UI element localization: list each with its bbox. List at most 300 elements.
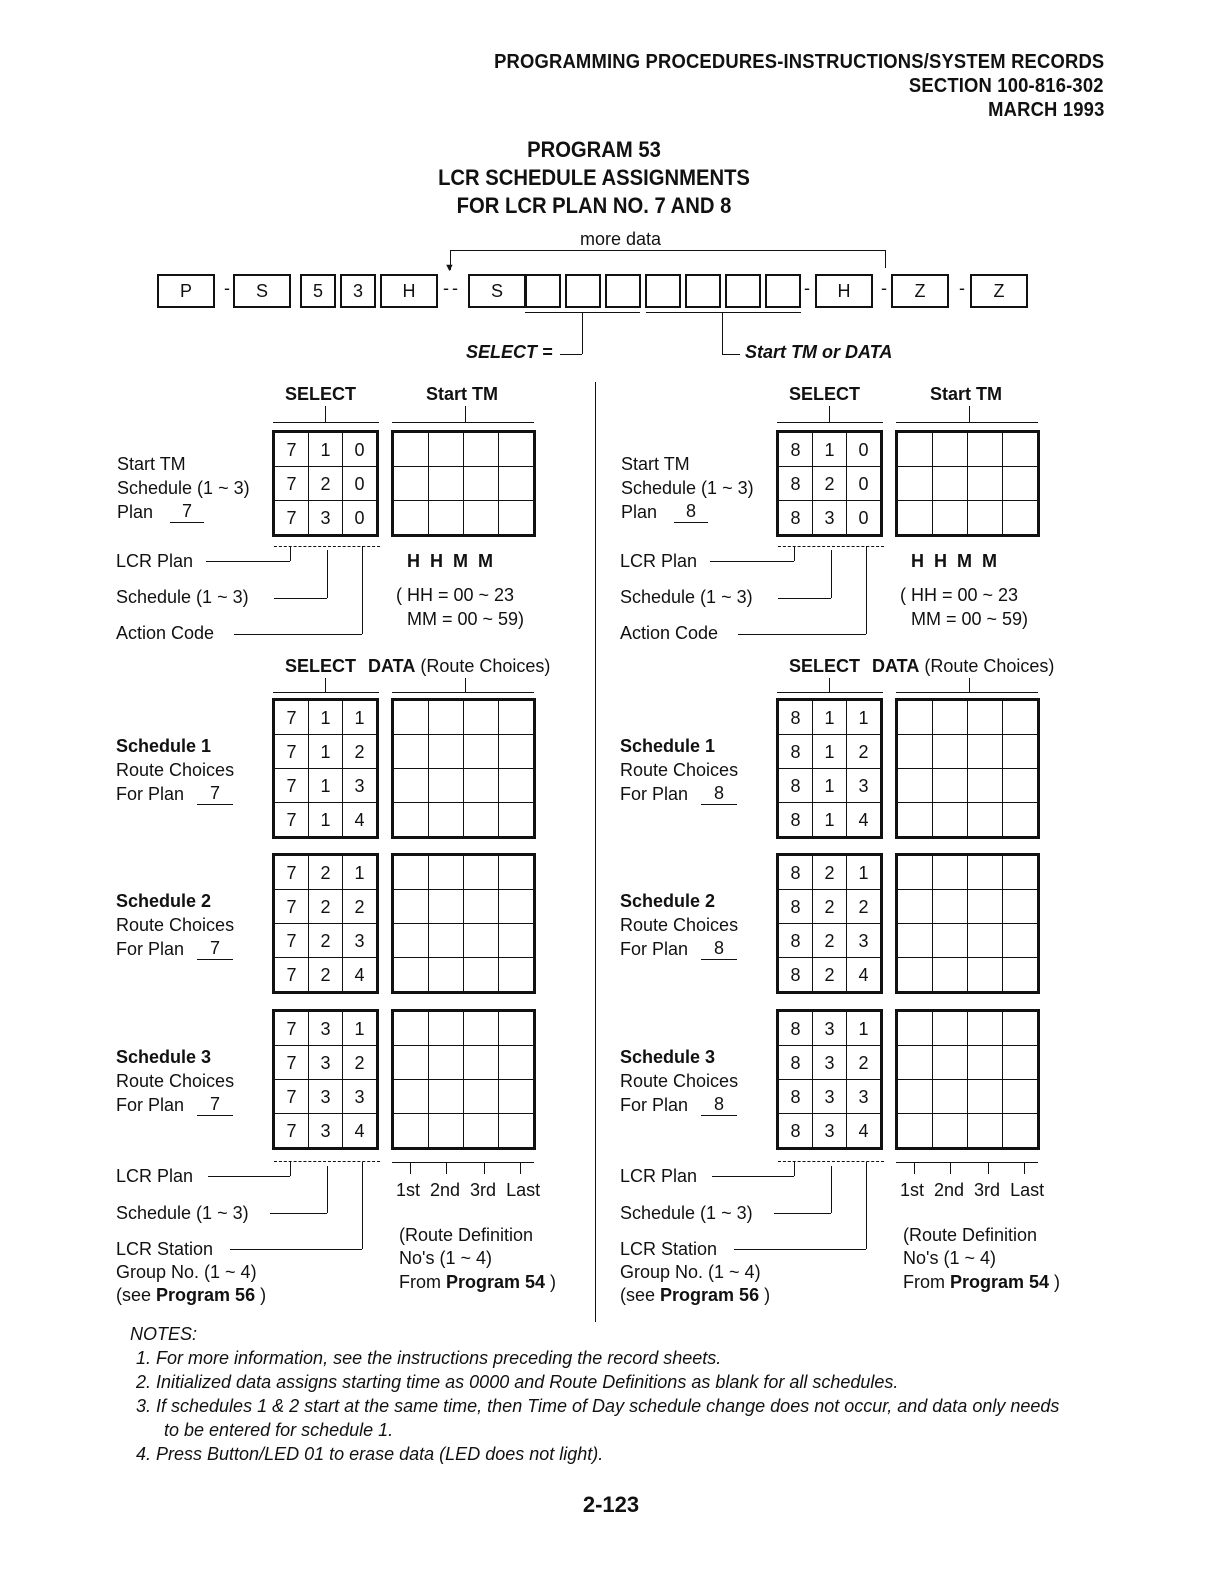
schedule-data-grid-wrap [895,698,1040,839]
order-tick [914,1162,915,1174]
entry-cell[interactable] [393,1080,429,1114]
entry-cell[interactable] [429,700,464,735]
mm-range: MM = 00 ~ 59) [911,609,1029,629]
entry-cell[interactable] [933,924,968,958]
legend2-lcr-station: LCR Station [116,1239,214,1259]
see-program: Program 56 [156,1285,256,1305]
title-line-2: LCR SCHEDULE ASSIGNMENTS [438,165,750,190]
entry-cell[interactable] [429,1011,464,1046]
entry-cell[interactable] [897,803,933,838]
see-suffix: ) [255,1285,267,1305]
from-prefix: From [399,1272,446,1292]
entry-cell[interactable] [933,855,968,890]
hhmm-label: H H M M [407,551,493,571]
entry-cell[interactable] [933,890,968,924]
code-digit: 1 [847,855,882,890]
entry-cell[interactable] [429,855,464,890]
data-select-tick [829,678,830,692]
entry-cell[interactable] [393,769,429,803]
entry-cell[interactable] [429,803,464,838]
entry-grid [895,430,1040,537]
leader-line [230,1249,362,1250]
legend2-lcr-station: LCR Station [620,1239,718,1259]
entry-cell[interactable] [1003,890,1039,924]
code-digit: 1 [813,735,847,769]
title-line-3: FOR LCR PLAN NO. 7 AND 8 [456,193,732,218]
legend2-schedule: Schedule (1 ~ 3) [116,1203,249,1223]
schedule-select-grid-wrap [272,1009,379,1150]
entry-cell[interactable] [393,958,429,993]
leader-line [712,1176,794,1177]
start-select-grid-wrap [272,430,379,537]
entry-grid [895,698,1040,839]
code-digit: 3 [813,1046,847,1080]
leader-line [208,1176,290,1177]
select-header-tick [829,406,830,422]
data-select-tick [325,678,326,692]
start-tm-header: Start TM [426,384,498,404]
entry-cell[interactable] [393,432,429,467]
code-digit: 4 [343,1114,378,1149]
entry-cell[interactable] [933,1011,968,1046]
code-digit: 3 [813,1080,847,1114]
key-separator: - [959,278,965,298]
note-4: 4. Press Button/LED 01 to erase data (LED does not light). [136,1444,604,1464]
entry-cell[interactable] [897,432,933,467]
schedule-name: Schedule 1 [620,736,716,756]
leader-line [831,1166,832,1213]
entry-cell[interactable] [968,1046,1003,1080]
key-separator: - [881,278,887,298]
schedule-name: Schedule 3 [116,1047,212,1067]
route-choices-label: Route Choices [116,915,235,935]
code-digit: 3 [343,924,378,958]
schedule-select-grid-wrap [776,1009,883,1150]
code-digit: 0 [343,432,378,467]
entry-cell[interactable] [464,803,499,838]
schedule-name: Schedule 2 [116,891,212,911]
entry-cell[interactable] [393,924,429,958]
entry-cell[interactable] [968,735,1003,769]
hh-range: ( HH = 00 ~ 23 [900,585,1019,605]
for-plan-number: 7 [197,783,233,805]
code-digit: 7 [274,700,309,735]
entry-cell[interactable] [393,1046,429,1080]
key-box: P [157,274,215,308]
code-digit: 2 [309,467,343,501]
data-select-header: SELECT [789,656,861,676]
code-digit: 1 [309,700,343,735]
entry-cell[interactable] [429,735,464,769]
code-digit: 4 [343,803,378,838]
schedule-select-grid-wrap [272,698,379,839]
plan-label: Plan [117,502,154,522]
entry-cell[interactable] [933,501,968,536]
entry-cell[interactable] [464,924,499,958]
leader-line [831,550,832,598]
entry-cell[interactable] [393,735,429,769]
schedule-name: Schedule 1 [116,736,212,756]
data-header: DATA [368,656,416,676]
entry-cell[interactable] [933,467,968,501]
entry-cell[interactable] [933,769,968,803]
code-digit: 7 [274,855,309,890]
code-digit: 8 [778,924,813,958]
entry-cell[interactable] [464,467,499,501]
for-plan-label: For Plan [620,784,689,804]
code-digit: 1 [309,735,343,769]
route-def-2: No's (1 ~ 4) [399,1248,492,1268]
legend2-see [116,1284,266,1307]
code-digit: 8 [778,467,813,501]
data-header: DATA [872,656,920,676]
entry-cell[interactable] [429,467,464,501]
entry-cell[interactable] [968,855,1003,890]
entry-cell[interactable] [897,700,933,735]
from-suffix: ) [1049,1272,1061,1292]
more-data-label: more data [580,229,662,249]
entry-cell[interactable] [897,1080,933,1114]
code-digit: 2 [813,855,847,890]
entry-cell[interactable] [393,700,429,735]
legend-lcr-plan: LCR Plan [620,551,698,571]
code-digit: 3 [813,1114,847,1149]
code-digit: 2 [847,890,882,924]
code-digit: 2 [343,890,378,924]
entry-cell[interactable] [933,432,968,467]
code-digit: 7 [274,501,309,536]
code-digit: 3 [309,1046,343,1080]
code-digit: 1 [813,769,847,803]
code-digit: 1 [813,432,847,467]
entry-cell[interactable] [429,1080,464,1114]
code-digit: 3 [309,501,343,536]
legend-schedule: Schedule (1 ~ 3) [116,587,249,607]
entry-cell[interactable] [393,803,429,838]
entry-cell[interactable] [933,735,968,769]
select-header: SELECT [789,384,861,404]
data-section-header [789,655,1054,678]
legend2-group-no: Group No. (1 ~ 4) [116,1262,257,1282]
code-digit: 4 [847,803,882,838]
code-digit: 7 [274,1114,309,1149]
leader-line [234,634,362,635]
entry-cell[interactable] [429,890,464,924]
entry-cell[interactable] [897,958,933,993]
code-digit: 3 [309,1114,343,1149]
code-digit: 8 [778,1011,813,1046]
entry-cell[interactable] [968,890,1003,924]
entry-cell[interactable] [933,1080,968,1114]
entry-cell[interactable] [393,890,429,924]
entry-cell[interactable] [1003,1011,1039,1046]
select-header-rule [273,422,379,423]
code-digit: 7 [274,432,309,467]
legend2-see [620,1284,770,1307]
code-digit: 7 [274,1046,309,1080]
entry-cell[interactable] [968,924,1003,958]
entry-cell[interactable] [933,1114,968,1149]
code-digit: 3 [343,769,378,803]
entry-cell[interactable] [1003,924,1039,958]
legend2-lcr-plan: LCR Plan [620,1166,698,1186]
entry-cell[interactable] [897,1011,933,1046]
entry-cell[interactable] [429,432,464,467]
key-box: H [380,274,438,308]
code-digit: 4 [847,1114,882,1149]
entry-cell[interactable] [464,890,499,924]
entry-cell[interactable] [1003,467,1039,501]
order-label: 1st 2nd 3rd Last [900,1180,1045,1200]
entry-cell[interactable] [464,735,499,769]
entry-cell[interactable] [393,467,429,501]
entry-cell[interactable] [968,1080,1003,1114]
code-digit: 8 [778,735,813,769]
route-def-1: (Route Definition [903,1225,1038,1245]
entry-cell[interactable] [393,501,429,536]
entry-cell[interactable] [1003,1080,1039,1114]
start-tm-header-rule [896,422,1038,423]
legend-action-code: Action Code [116,623,215,643]
entry-cell[interactable] [464,1011,499,1046]
data-tick [465,678,466,692]
plan-number: 7 [170,501,204,523]
for-plan-number: 7 [197,938,233,960]
select-header: SELECT [285,384,357,404]
route-choices-label: Route Choices [620,915,739,935]
entry-cell[interactable] [968,1011,1003,1046]
code-digit: 3 [309,1011,343,1046]
select-code-grid [776,698,883,839]
see-prefix: (see [116,1285,157,1305]
header-line-2: SECTION 100-816-302 [909,75,1104,97]
hh-range: ( HH = 00 ~ 23 [396,585,515,605]
entry-cell[interactable] [429,501,464,536]
key-box: Z [970,274,1028,308]
entry-cell[interactable] [464,1046,499,1080]
data-tick [969,678,970,692]
schedule-select-grid-wrap [776,853,883,994]
leader-line [778,546,884,547]
leader-line [866,546,867,634]
select-code-grid [776,1009,883,1150]
schedule-select-grid-wrap [776,698,883,839]
see-suffix: ) [759,1285,771,1305]
key-box: S [233,274,291,308]
entry-cell[interactable] [1003,700,1039,735]
entry-cell[interactable] [1003,735,1039,769]
legend2-lcr-plan: LCR Plan [116,1166,194,1186]
entry-cell[interactable] [897,735,933,769]
entry-cell[interactable] [897,467,933,501]
code-digit: 3 [343,1080,378,1114]
select-code-grid [272,1009,379,1150]
entry-cell[interactable] [429,1046,464,1080]
route-def-3 [903,1271,1060,1294]
entry-cell[interactable] [429,769,464,803]
code-digit: 1 [343,855,378,890]
code-digit: 2 [309,855,343,890]
select-code-grid [272,853,379,994]
entry-cell[interactable] [1003,501,1039,536]
code-digit: 1 [847,700,882,735]
route-choices-label: Route Choices [620,1071,739,1091]
data-select-rule [273,692,379,693]
entry-cell[interactable] [897,1046,933,1080]
data-select-header: SELECT [285,656,357,676]
entry-cell[interactable] [1003,1046,1039,1080]
order-rule [896,1162,1038,1163]
order-label: 1st 2nd 3rd Last [396,1180,541,1200]
entry-cell[interactable] [464,432,499,467]
code-digit: 7 [274,1011,309,1046]
leader-line [734,1249,866,1250]
entry-cell[interactable] [968,700,1003,735]
code-digit: 0 [343,501,378,536]
for-plan-label: For Plan [116,784,185,804]
order-tick [410,1162,411,1174]
entry-cell[interactable] [968,769,1003,803]
entry-cell[interactable] [1003,958,1039,993]
select-header-tick [325,406,326,422]
entry-cell[interactable] [897,924,933,958]
schedule-range-label: Schedule (1 ~ 3) [621,478,754,498]
code-digit: 3 [847,1080,882,1114]
entry-cell[interactable] [897,855,933,890]
code-digit: 3 [847,769,882,803]
start-select-grid-wrap [776,430,883,537]
select-header-rule [777,422,883,423]
schedule-name: Schedule 2 [620,891,716,911]
key-box: 3 [340,274,376,308]
entry-cell[interactable] [464,855,499,890]
order-tick [988,1162,989,1174]
code-digit: 0 [847,467,882,501]
entry-cell[interactable] [968,803,1003,838]
code-digit: 8 [778,1080,813,1114]
note-3: 3. If schedules 1 & 2 start at the same time, then Time of Day schedule change does not occur, and data only needs [136,1396,1060,1416]
order-tick [1024,1162,1025,1174]
schedule-select-grid-wrap [272,853,379,994]
code-digit: 8 [778,803,813,838]
entry-cell[interactable] [464,1114,499,1149]
code-digit: 2 [813,958,847,993]
key-box: 5 [300,274,336,308]
notes-title: NOTES: [130,1324,198,1344]
order-tick [484,1162,485,1174]
entry-cell[interactable] [933,803,968,838]
entry-cell[interactable] [393,1011,429,1046]
entry-cell[interactable] [464,501,499,536]
code-digit: 7 [274,467,309,501]
code-digit: 0 [343,467,378,501]
entry-cell[interactable] [897,890,933,924]
start-tm-header: Start TM [930,384,1002,404]
entry-cell[interactable] [393,855,429,890]
leader-line [362,1162,363,1249]
entry-cell[interactable] [933,1046,968,1080]
entry-cell[interactable] [897,1114,933,1149]
start-tm-label: Start TM [117,454,186,474]
entry-cell[interactable] [968,432,1003,467]
code-digit: 7 [274,803,309,838]
entry-cell[interactable] [429,958,464,993]
code-digit: 7 [274,769,309,803]
entry-cell[interactable] [464,769,499,803]
entry-cell[interactable] [464,1080,499,1114]
entry-cell[interactable] [429,924,464,958]
entry-cell[interactable] [464,700,499,735]
leader-line [774,1213,831,1214]
code-digit: 2 [343,1046,378,1080]
key-box: H [815,274,873,308]
entry-cell[interactable] [897,501,933,536]
entry-cell[interactable] [429,1114,464,1149]
entry-cell[interactable] [968,501,1003,536]
entry-cell[interactable] [1003,769,1039,803]
entry-cell[interactable] [393,1114,429,1149]
leader-line [270,1213,327,1214]
code-digit: 8 [778,432,813,467]
entry-cell[interactable] [933,958,968,993]
schedule-range-label: Schedule (1 ~ 3) [117,478,250,498]
from-program: Program 54 [446,1272,546,1292]
leader-line [794,1162,795,1176]
start-tm-label: Start TM [621,454,690,474]
entry-grid [895,853,1040,994]
entry-cell[interactable] [1003,855,1039,890]
legend2-schedule: Schedule (1 ~ 3) [620,1203,753,1223]
entry-cell[interactable] [1003,803,1039,838]
leader-line [794,546,795,561]
see-program: Program 56 [660,1285,760,1305]
header-line-3: MARCH 1993 [987,99,1104,121]
code-digit: 8 [778,501,813,536]
entry-cell[interactable] [933,700,968,735]
code-digit: 2 [309,890,343,924]
entry-cell[interactable] [464,958,499,993]
leader-line [362,546,363,634]
code-digit: 2 [847,735,882,769]
entry-cell[interactable] [1003,432,1039,467]
start-time-grid-wrap [895,430,1040,537]
for-plan-number: 8 [701,938,737,960]
route-choices-header: (Route Choices) [420,656,551,676]
code-digit: 2 [813,467,847,501]
entry-cell[interactable] [968,467,1003,501]
title-line-1: PROGRAM 53 [527,137,661,162]
code-digit: 1 [813,803,847,838]
leader-line [327,1166,328,1213]
data-select-rule [777,692,883,693]
leader-line [274,546,380,547]
legend-action-code: Action Code [620,623,719,643]
entry-cell[interactable] [968,1114,1003,1149]
code-digit: 1 [343,700,378,735]
hhmm-label: H H M M [911,551,997,571]
route-choices-label: Route Choices [116,1071,235,1091]
route-choices-label: Route Choices [620,760,739,780]
entry-cell[interactable] [1003,1114,1039,1149]
entry-cell[interactable] [897,769,933,803]
see-prefix: (see [620,1285,661,1305]
key-separator: - [452,278,458,298]
for-plan-label: For Plan [116,939,185,959]
code-digit: 1 [309,803,343,838]
entry-cell[interactable] [968,958,1003,993]
code-digit: 7 [274,958,309,993]
legend-schedule: Schedule (1 ~ 3) [620,587,753,607]
